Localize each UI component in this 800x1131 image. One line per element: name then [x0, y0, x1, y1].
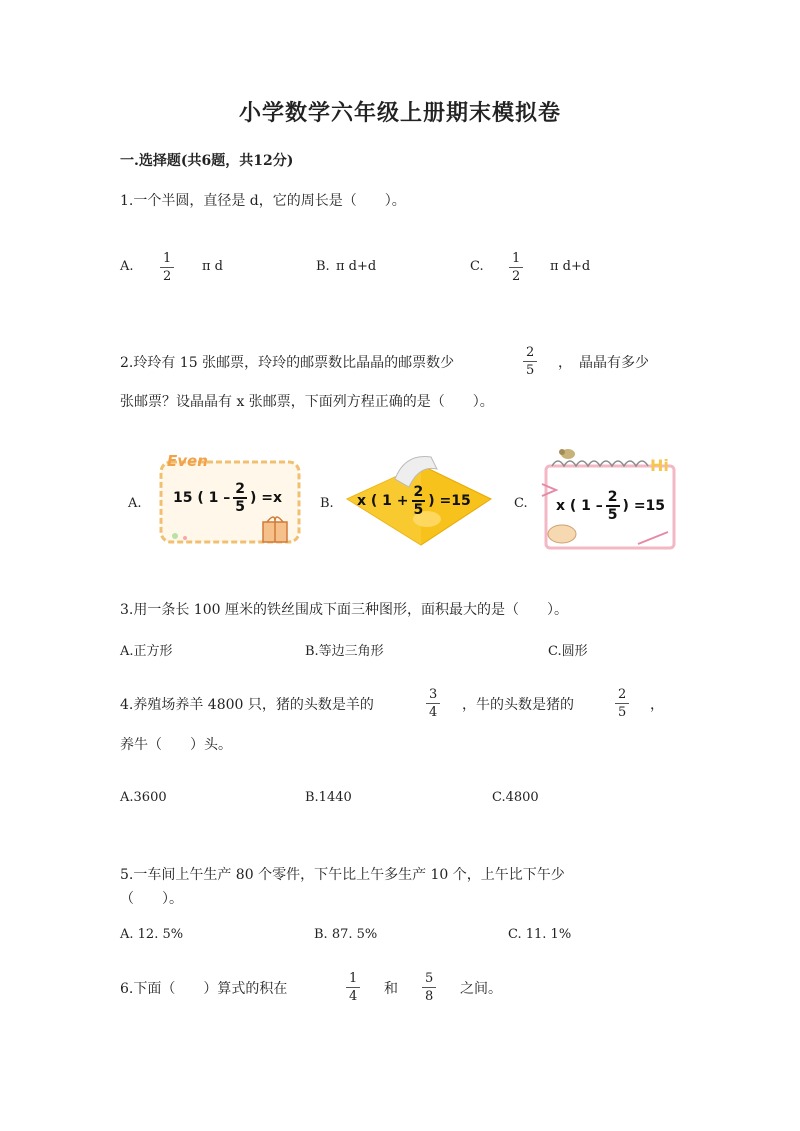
fraction-numerator: 5: [422, 972, 436, 988]
q2-option-b-label: B.: [320, 496, 334, 511]
q2-option-b-equation: [357, 485, 471, 517]
fraction-denominator: 5: [413, 502, 424, 518]
q2-option-c-card: [538, 444, 683, 554]
fraction-denominator: 4: [429, 705, 438, 720]
q4-fraction-1: [426, 688, 440, 719]
q2-option-c-equation: [556, 490, 665, 522]
q3-option-b: B.等边三角形: [305, 644, 384, 659]
q4-fraction-2: [615, 688, 629, 719]
even-badge: Even: [167, 452, 208, 470]
q5-option-b: B. 87. 5%: [314, 927, 378, 942]
fraction-numerator: 1: [160, 252, 174, 268]
fraction-numerator: 1: [509, 252, 523, 268]
equation-right: ) =x: [250, 490, 283, 506]
q5-option-c: C. 11. 1%: [508, 927, 572, 942]
q5-option-a: A. 12. 5%: [120, 927, 184, 942]
question-2-text-line2: 张邮票？设晶晶有 x 张邮票，下面列方程正确的是（ ）。: [120, 394, 494, 410]
equation-fraction: [606, 490, 620, 522]
question-4-text-part1: 4.养殖场养羊 4800 只，猪的头数是羊的: [120, 697, 374, 713]
q1-option-a-label: A.: [120, 259, 134, 274]
question-4-text-part2: ，牛的头数是猪的: [462, 697, 574, 713]
fraction-denominator: 2: [163, 269, 172, 284]
fraction-numerator: 2: [235, 481, 245, 497]
section-heading: 一.选择题(共6题，共12分): [120, 153, 294, 169]
fraction-denominator: 5: [526, 363, 535, 378]
q4-option-c: C.4800: [492, 790, 539, 805]
fraction-denominator: 2: [512, 269, 521, 284]
q2-option-a-label: A.: [128, 496, 142, 511]
q2-fraction: [523, 346, 537, 377]
fraction-numerator: 1: [346, 972, 360, 988]
q3-option-c: C.圆形: [548, 644, 588, 659]
q1-option-c-suffix: π d+d: [550, 259, 591, 274]
q1-option-c-label: C.: [470, 259, 484, 274]
equation-right: ) =15: [428, 493, 471, 509]
q1-option-a-suffix: π d: [202, 259, 223, 274]
q2-option-c-label: C.: [514, 496, 528, 511]
fraction-denominator: 5: [607, 507, 618, 523]
q4-option-b: B.1440: [305, 790, 352, 805]
q1-option-b-text: π d+d: [336, 259, 377, 274]
fraction-denominator: 4: [349, 989, 358, 1004]
equation-fraction: [412, 485, 426, 517]
q2-option-b-card: [343, 447, 495, 547]
q2-option-a-equation: [173, 482, 282, 514]
q1-option-c-fraction: [509, 252, 523, 283]
fraction-numerator: 2: [413, 484, 424, 500]
fraction-denominator: 8: [425, 989, 434, 1004]
q6-fraction-1: [346, 972, 360, 1003]
question-4-text-part3: ，: [650, 697, 664, 713]
q1-option-b-label: B.: [316, 259, 330, 274]
question-6-text-part2: 和: [384, 981, 398, 997]
q3-option-a: A.正方形: [120, 644, 173, 659]
q4-option-a: A.3600: [120, 790, 167, 805]
fraction-numerator: 2: [607, 489, 618, 505]
fraction-denominator: 5: [618, 705, 627, 720]
question-4-text-line2: 养牛（ ）头。: [120, 737, 232, 753]
question-3-text: 3.用一条长 100 厘米的铁丝围成下面三种图形，面积最大的是（ ）。: [120, 602, 568, 618]
fraction-numerator: 3: [426, 688, 440, 704]
equation-fraction: [233, 482, 247, 514]
equation-left: x ( 1 +: [357, 493, 409, 509]
fraction-denominator: 5: [235, 499, 245, 515]
fraction-numerator: 2: [615, 688, 629, 704]
question-1-text: 1.一个半圆，直径是 d，它的周长是（ ）。: [120, 193, 406, 209]
equation-right: ) =15: [622, 498, 666, 514]
q6-fraction-2: [422, 972, 436, 1003]
question-5-text-line1: 5.一车间上午生产 80 个零件，下午比上午多生产 10 个，上午比下午少: [120, 867, 565, 883]
question-2-text-part2: ， 晶晶有多少: [558, 355, 649, 371]
q2-option-a-card: [155, 452, 305, 548]
equation-left: x ( 1 –: [556, 498, 603, 514]
question-6-text-part3: 之间。: [460, 981, 502, 997]
equation-left: 15 ( 1 –: [173, 490, 231, 506]
hi-badge: Hi: [650, 456, 669, 475]
page-title: 小学数学六年级上册期末模拟卷: [238, 100, 561, 126]
question-5-text-line2: （ ）。: [120, 891, 183, 907]
question-2-text-part1: 2.玲玲有 15 张邮票，玲玲的邮票数比晶晶的邮票数少: [120, 355, 455, 371]
fraction-numerator: 2: [523, 346, 537, 362]
q1-option-a-fraction: [160, 252, 174, 283]
question-6-text-part1: 6.下面（ ）算式的积在: [120, 981, 288, 997]
